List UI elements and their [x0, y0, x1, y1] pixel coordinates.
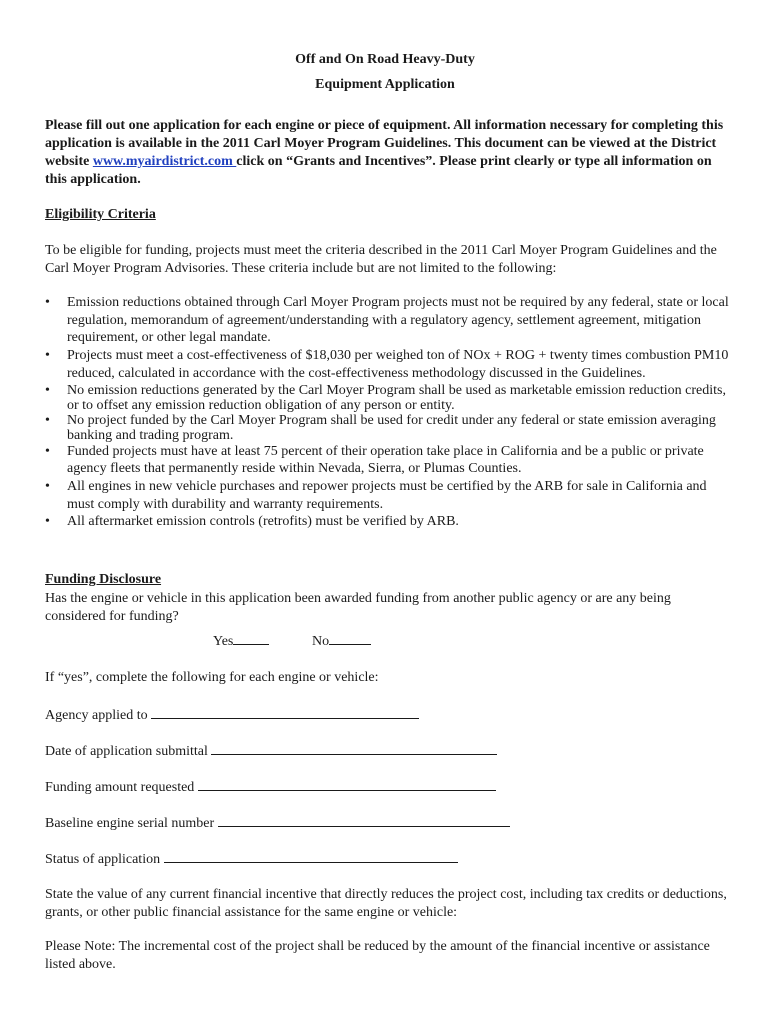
yes-label: Yes	[213, 634, 234, 649]
application-status-field	[45, 850, 458, 868]
engine-serial-field	[45, 814, 510, 832]
document-title-line1: Off and On Road Heavy-Duty	[295, 52, 475, 67]
intro-paragraph	[45, 117, 735, 189]
criteria-item	[45, 478, 735, 513]
application-date-input[interactable]	[211, 742, 497, 755]
intro-text: Please fill out one application for each engine or piece of equipment. All information necessary for completing this application is available in the 2011 Carl Moyer Program Guidelines. This document can be viewed at the District website	[45, 118, 724, 169]
eligibility-criteria-list	[45, 294, 735, 531]
eligibility-intro: To be eligible for funding, projects must meet the criteria described in the 2011 Carl Moyer Program Guidelines and the Carl Moyer Program Advisories. These criteria include but are not limited to the following:	[45, 243, 717, 276]
bullet-icon: •	[45, 295, 50, 310]
funding-amount-input[interactable]	[198, 778, 496, 791]
agency-applied-label: Agency applied to	[45, 708, 148, 723]
application-date-field	[45, 742, 497, 760]
yes-option	[213, 632, 269, 650]
bullet-icon: •	[45, 514, 50, 530]
criteria-text: No emission reductions generated by the Carl Moyer Program shall be used as marketable emission reduction credits, or to offset any emission reduction obligation of any person or entity.	[67, 382, 726, 413]
criteria-text: Funded projects must have at least 75 percent of their operation take place in California and be a public or private agency fleets that permanently reside within Nevada, Sierra, or Plumas Counties.	[67, 443, 704, 477]
engine-serial-label: Baseline engine serial number	[45, 816, 215, 831]
criteria-item	[45, 383, 735, 413]
no-option	[312, 632, 371, 650]
engine-serial-input[interactable]	[218, 814, 510, 827]
criteria-text: Projects must meet a cost-effectiveness of $18,030 per weighed ton of NOx + ROG + twenty times combustion PM10 reduced, calculated in accordance with the cost-effectiveness methodology discussed in the Guidelines.	[67, 348, 729, 381]
bullet-icon: •	[45, 478, 50, 494]
no-blank[interactable]	[329, 632, 371, 645]
criteria-item	[45, 294, 735, 347]
criteria-text: All aftermarket emission controls (retrofits) must be verified by ARB.	[67, 514, 459, 530]
funding-amount-field	[45, 778, 496, 796]
district-website-link[interactable]: www.myairdistrict.com	[92, 154, 237, 169]
criteria-text: All engines in new vehicle purchases and repower projects must be certified by the ARB for sale in California and must comply with durability and warranty requirements.	[67, 478, 707, 512]
bullet-icon: •	[45, 348, 50, 364]
bullet-icon: •	[45, 443, 50, 459]
no-label: No	[312, 634, 330, 649]
application-date-label: Date of application submittal	[45, 744, 208, 759]
funding-question: Has the engine or vehicle in this application been awarded funding from another public agency or are any being considered for funding?	[45, 591, 671, 624]
bullet-icon: •	[45, 412, 50, 428]
intro-text-after-link: click on “Grants and Incentives”. Please print clearly or type all information on this application.	[45, 154, 712, 187]
incentive-value-instruction: State the value of any current financial incentive that directly reduces the project cost, including tax credits or deductions, grants, or other public financial assistance for the same engine or vehicle:	[45, 887, 727, 920]
if-yes-instruction: If “yes”, complete the following for each engine or vehicle:	[45, 670, 379, 685]
incremental-cost-note: Please Note: The incremental cost of the project shall be reduced by the amount of the financial incentive or assistance listed above.	[45, 939, 710, 972]
bullet-icon: •	[45, 382, 50, 398]
agency-applied-input[interactable]	[151, 706, 419, 719]
funding-amount-label: Funding amount requested	[45, 780, 195, 795]
application-status-input[interactable]	[164, 850, 458, 863]
criteria-item	[45, 443, 735, 478]
criteria-item	[45, 347, 735, 382]
criteria-item	[45, 513, 735, 531]
application-status-label: Status of application	[45, 852, 161, 867]
yes-blank[interactable]	[233, 632, 269, 645]
agency-applied-field	[45, 706, 419, 724]
eligibility-heading: Eligibility Criteria	[45, 207, 156, 222]
document-title-line2: Equipment Application	[315, 77, 455, 92]
funding-disclosure-heading: Funding Disclosure	[45, 572, 162, 587]
criteria-item	[45, 413, 735, 443]
criteria-text: No project funded by the Carl Moyer Program shall be used for credit under any federal or state emission averaging banking and trading program.	[67, 412, 716, 443]
criteria-text: Emission reductions obtained through Carl Moyer Program projects must not be required by any federal, state or local regulation, memorandum of agreement/understanding with a regulatory agency, settlement agreement, mitigation requirement, or other legal mandate.	[67, 295, 729, 346]
